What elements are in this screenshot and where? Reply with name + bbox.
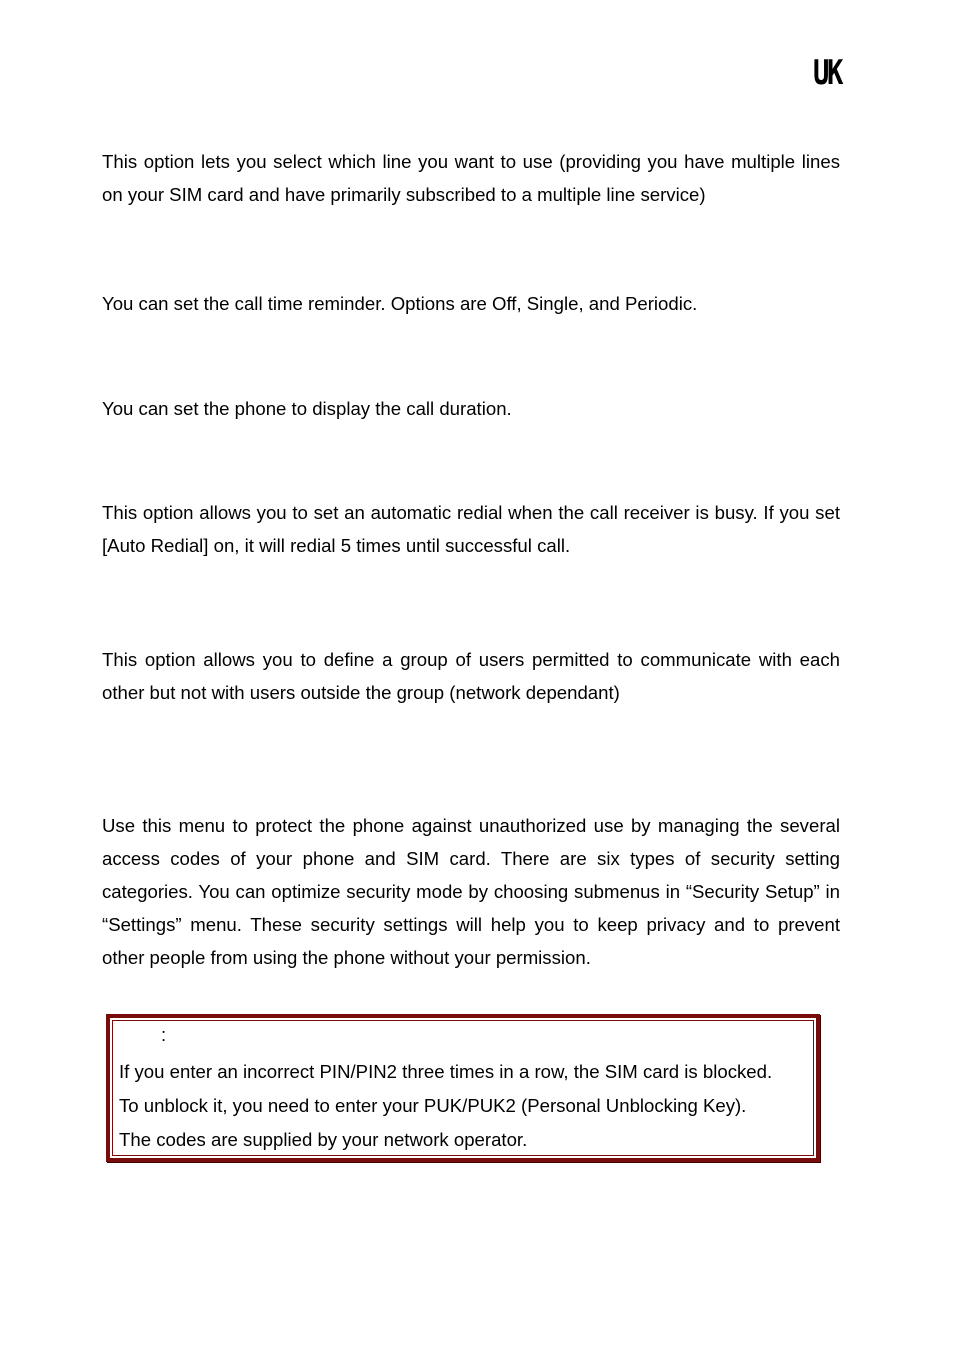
paragraph-auto-redial: This option allows you to set an automatic redial when the call receiver is busy. If you set [Auto Redial] on, it will redial 5 times until successful call.	[102, 502, 840, 556]
paragraph-call-duration: You can set the phone to display the call duration.	[102, 398, 512, 419]
paragraph-security-setup: Use this menu to protect the phone against unauthorized use by managing the several access codes of your phone and SIM card. There are six types of security setting categories. You can optimize security mode by choosing submenus in “Security Setup” in “Settings” menu. These security settings will help you to keep privacy and to prevent other people from using the phone without your permission.	[102, 815, 840, 968]
note-line-pin-blocked: If you enter an incorrect PIN/PIN2 three times in a row, the SIM card is blocked.	[119, 1061, 773, 1082]
note-box	[106, 1014, 820, 1162]
paragraph-line-selection: This option lets you select which line you want to use (providing you have multiple lines on your SIM card and have primarily subscribed to a multiple line service)	[102, 151, 840, 205]
paragraph-closed-user-group: This option allows you to define a group of users permitted to communicate with each other but not with users outside the group (network dependant)	[102, 649, 840, 703]
paragraph-call-time-reminder: You can set the call time reminder. Options are Off, Single, and Periodic.	[102, 293, 698, 314]
note-heading: :	[161, 1024, 167, 1045]
note-line-network-operator: The codes are supplied by your network operator.	[119, 1129, 528, 1150]
note-line-unblock-puk: To unblock it, you need to enter your PUK/PUK2 (Personal Unblocking Key).	[119, 1095, 747, 1116]
note-box-inner-border	[112, 1020, 814, 1156]
language-mark: UK	[813, 53, 841, 93]
note-text	[119, 1055, 772, 1157]
